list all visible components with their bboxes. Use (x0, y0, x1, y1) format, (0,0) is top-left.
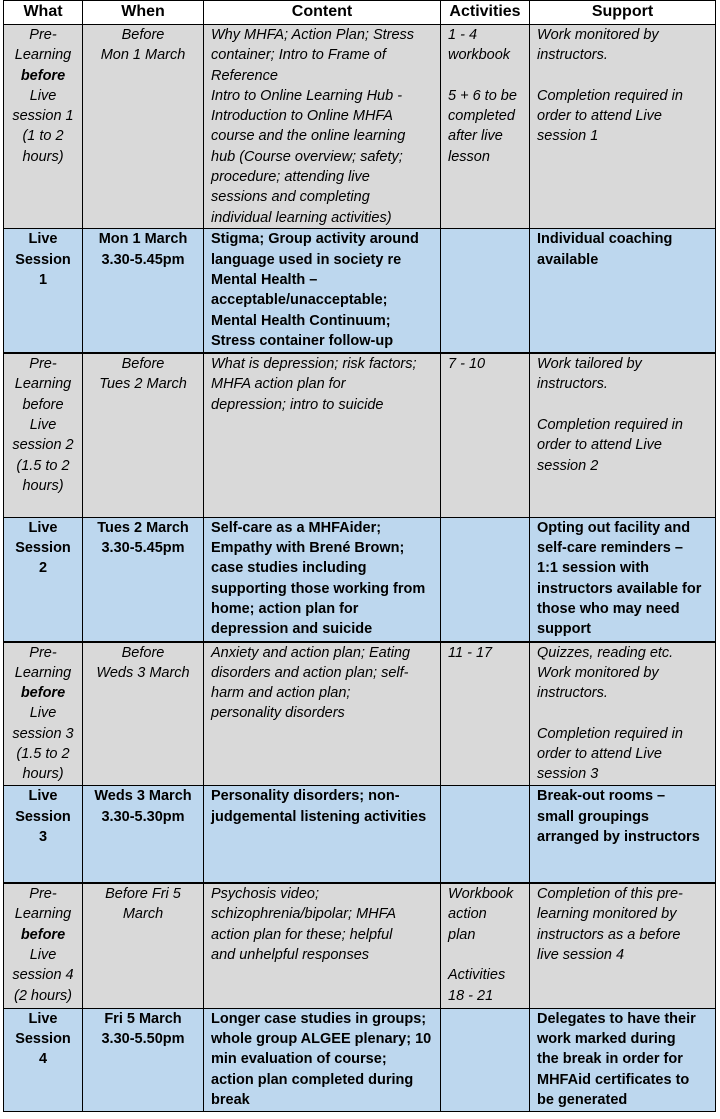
header-row (4, 1, 716, 25)
what-line: Pre- (29, 886, 57, 903)
what-line: Live (29, 416, 57, 433)
support-line: instructors available for (537, 580, 702, 597)
when-line: Before Fri 5 (105, 886, 181, 903)
content-line: whole group ALGEE plenary; 10 (211, 1031, 432, 1048)
when-line: Fri 5 March (104, 1010, 182, 1027)
what-line: Live (29, 87, 57, 104)
live-session-row (4, 786, 716, 883)
when-cell (83, 25, 204, 229)
content-line: Why MHFA; Action Plan; Stress (211, 27, 415, 43)
support-line (537, 66, 708, 86)
support-line: learning monitored by (537, 906, 677, 923)
activities-line: 11 - 17 (448, 644, 493, 661)
header-what: What (4, 1, 83, 25)
content-cell (204, 229, 441, 353)
activities-line: action (448, 906, 487, 923)
what-line: hours) (22, 148, 64, 165)
support-line: MHFAid certificates to (537, 1071, 690, 1088)
content-line: Personality disorders; non- (211, 788, 400, 805)
support-cell (530, 517, 716, 641)
activities-line: completed (448, 108, 515, 125)
when-line: 3.30-5.50pm (101, 1031, 185, 1048)
content-line: What is depression; risk factors; (211, 356, 417, 373)
what-line: Learning (14, 376, 72, 393)
support-cell (530, 1008, 716, 1111)
support-line: support (537, 621, 591, 638)
content-line: Longer case studies in groups; (211, 1010, 427, 1027)
pre-learning-row (4, 642, 716, 786)
content-line: depression; intro to suicide (211, 396, 384, 413)
activities-cell (441, 786, 530, 883)
what-cell (4, 786, 83, 883)
pre-learning-row (4, 353, 716, 517)
support-line: the break in order for (537, 1051, 683, 1068)
support-line: session 1 (537, 128, 599, 145)
activities-line: lesson (448, 148, 490, 165)
support-line: session 2 (537, 457, 599, 474)
content-line: judgemental listening activities (211, 808, 427, 825)
content-cell (204, 786, 441, 883)
activities-line: Activities (448, 967, 506, 984)
activities-cell (441, 229, 530, 353)
what-cell (4, 353, 83, 517)
when-line: 3.30-5.45pm (101, 540, 185, 557)
support-line: instructors. (537, 685, 608, 702)
content-line: course and the online learning (211, 128, 406, 145)
support-cell (530, 25, 716, 229)
header-activities: Activities (441, 1, 530, 25)
activities-cell (441, 883, 530, 1008)
what-line: Pre- (29, 356, 57, 373)
what-line: hours) (22, 477, 64, 494)
support-line: Opting out facility and (537, 519, 691, 536)
content-line: Stigma; Group activity around (211, 231, 419, 248)
support-line: instructors as a before (537, 926, 681, 943)
what-line: Pre- (29, 644, 57, 661)
when-line: Tues 2 March (97, 519, 189, 536)
content-line: supporting those working from (211, 580, 426, 597)
support-line: work marked during (537, 1031, 676, 1048)
content-line: personality disorders (211, 705, 345, 722)
content-cell (204, 883, 441, 1008)
content-line: home; action plan for (211, 601, 359, 618)
what-line: 3 (38, 828, 48, 845)
live-session-row (4, 517, 716, 641)
content-line: MHFA action plan for (211, 376, 346, 393)
when-cell (83, 883, 204, 1008)
activities-cell (441, 353, 530, 517)
what-line: (1 to 2 (22, 128, 64, 145)
content-line: Intro to Online Learning Hub - (211, 87, 403, 104)
support-line: Completion required in (537, 416, 683, 433)
what-line: (1.5 to 2 (16, 457, 70, 474)
content-line: Mental Health – (211, 271, 318, 288)
what-line: Learning (14, 47, 72, 64)
header-when: When (83, 1, 204, 25)
support-cell (530, 642, 716, 786)
what-cell (4, 642, 83, 786)
what-line: Live (28, 231, 58, 248)
content-line: procedure; attending live (211, 169, 370, 186)
when-line: Before (121, 27, 165, 43)
when-line: Tues 2 March (99, 376, 187, 393)
content-cell (204, 1008, 441, 1111)
support-line: session 3 (537, 766, 599, 783)
support-line: Break-out rooms – (537, 788, 666, 805)
activities-cell (441, 517, 530, 641)
support-line: live session 4 (537, 946, 625, 963)
activities-line: plan (448, 926, 476, 943)
content-line: action plan for these; helpful (211, 926, 393, 943)
when-cell (83, 353, 204, 517)
what-line: 4 (38, 1051, 48, 1068)
what-cell (4, 25, 83, 229)
activities-line: 1 - 4 (448, 27, 478, 43)
what-cell (4, 1008, 83, 1111)
activities-line (448, 945, 522, 965)
content-line: sessions and completing (211, 189, 370, 206)
schedule-table (3, 0, 716, 1112)
support-cell (530, 786, 716, 883)
activities-cell (441, 25, 530, 229)
when-cell (83, 786, 204, 883)
what-line: before (20, 926, 66, 943)
live-session-row (4, 1008, 716, 1111)
activities-line (448, 66, 522, 86)
content-cell (204, 25, 441, 229)
activities-line: 18 - 21 (448, 987, 494, 1004)
what-cell (4, 517, 83, 641)
support-line: 1:1 session with (537, 560, 650, 577)
content-line: Mental Health Continuum; (211, 312, 391, 329)
what-line: Live (29, 705, 57, 722)
when-cell (83, 642, 204, 786)
what-line: before (20, 67, 66, 84)
activities-line: Workbook (448, 886, 514, 903)
content-line: Anxiety and action plan; Eating (211, 644, 411, 661)
support-line: Quizzes, reading etc. (537, 644, 674, 661)
support-line: available (537, 251, 599, 268)
support-cell (530, 883, 716, 1008)
what-line: Live (28, 519, 58, 536)
content-line: hub (Course overview; safety; (211, 148, 403, 165)
support-line: Work tailored by (537, 356, 642, 373)
content-line: container; Intro to Frame of (211, 47, 386, 64)
activities-line: 5 + 6 to be (448, 87, 517, 104)
support-line: instructors. (537, 47, 608, 64)
activities-line: after live (448, 128, 503, 145)
what-line: Learning (14, 664, 72, 681)
content-line: action plan completed during (211, 1071, 414, 1088)
when-cell (83, 229, 204, 353)
support-line: Work monitored by (537, 27, 659, 43)
when-line: 3.30-5.30pm (101, 808, 185, 825)
content-line: case studies including (211, 560, 367, 577)
content-line: acceptable/unacceptable; (211, 292, 388, 309)
support-line: Completion required in (537, 725, 683, 742)
support-line (537, 395, 708, 415)
what-line: (1.5 to 2 (16, 746, 70, 763)
content-cell (204, 353, 441, 517)
when-line: Mon 1 March (100, 47, 186, 64)
schedule-body (4, 25, 716, 1112)
content-line: Psychosis video; (211, 886, 319, 903)
what-line: Session (15, 808, 71, 825)
when-line: Before (121, 644, 165, 661)
content-line: depression and suicide (211, 621, 373, 638)
what-line: Learning (14, 906, 72, 923)
what-line: Pre- (29, 27, 57, 43)
activities-cell (441, 642, 530, 786)
live-session-row (4, 229, 716, 353)
support-line: instructors. (537, 376, 608, 393)
when-line: 3.30-5.45pm (101, 251, 185, 268)
what-line: Session (15, 540, 71, 557)
support-line (537, 703, 708, 723)
what-cell (4, 883, 83, 1008)
support-line: Completion required in (537, 87, 683, 104)
what-line: before (22, 396, 64, 413)
what-line: 2 (38, 560, 48, 577)
support-line: small groupings (537, 808, 649, 825)
support-line: Completion of this pre- (537, 886, 683, 903)
content-line: Stress container follow-up (211, 332, 394, 349)
support-line: self-care reminders – (537, 540, 683, 557)
content-line: and unhelpful responses (211, 946, 370, 963)
content-line: min evaluation of course; (211, 1051, 387, 1068)
what-line: Session (15, 251, 71, 268)
support-line: Individual coaching (537, 231, 673, 248)
what-cell (4, 229, 83, 353)
what-line: Live (28, 1010, 58, 1027)
when-line: Weds 3 March (96, 664, 190, 681)
content-line: Self-care as a MHFAider; (211, 519, 382, 536)
when-cell (83, 1008, 204, 1111)
when-line: March (122, 906, 164, 923)
header-support: Support (530, 1, 716, 25)
activities-cell (441, 1008, 530, 1111)
content-cell (204, 642, 441, 786)
what-line: session 1 (12, 108, 74, 125)
content-line: individual learning activities) (211, 209, 392, 226)
activities-line: 7 - 10 (448, 356, 486, 373)
header-content: Content (204, 1, 441, 25)
content-line: break (211, 1091, 250, 1108)
pre-learning-row (4, 25, 716, 229)
pre-learning-row (4, 883, 716, 1008)
when-line: Weds 3 March (94, 788, 192, 805)
support-cell (530, 353, 716, 517)
content-line: Reference (211, 67, 278, 84)
support-line: order to attend Live (537, 108, 662, 125)
support-line: be generated (537, 1091, 628, 1108)
what-line: 1 (38, 271, 48, 288)
what-line: Session (15, 1031, 71, 1048)
what-line: (2 hours) (13, 987, 73, 1004)
when-cell (83, 517, 204, 641)
content-line: language used in society re (211, 251, 402, 268)
what-line: session 2 (12, 437, 74, 454)
content-line: harm and action plan; (211, 685, 351, 702)
content-line: Introduction to Online MHFA (211, 108, 393, 125)
activities-line: workbook (448, 47, 511, 64)
what-line: hours) (22, 766, 64, 783)
support-line: Delegates to have their (537, 1010, 696, 1027)
content-line: Empathy with Brené Brown; (211, 540, 405, 557)
content-cell (204, 517, 441, 641)
support-line: those who may need (537, 601, 680, 618)
support-line: arranged by instructors (537, 828, 700, 845)
what-line: session 4 (12, 967, 74, 984)
content-line: disorders and action plan; self- (211, 664, 409, 681)
support-line: order to attend Live (537, 746, 662, 763)
when-line: Before (121, 356, 165, 373)
what-line: before (20, 685, 66, 702)
when-line: Mon 1 March (98, 231, 188, 248)
what-line: session 3 (12, 725, 74, 742)
support-cell (530, 229, 716, 353)
what-line: Live (28, 788, 58, 805)
content-line: schizophrenia/bipolar; MHFA (211, 906, 397, 923)
support-line: Work monitored by (537, 664, 659, 681)
support-line: order to attend Live (537, 437, 662, 454)
what-line: Live (29, 946, 57, 963)
